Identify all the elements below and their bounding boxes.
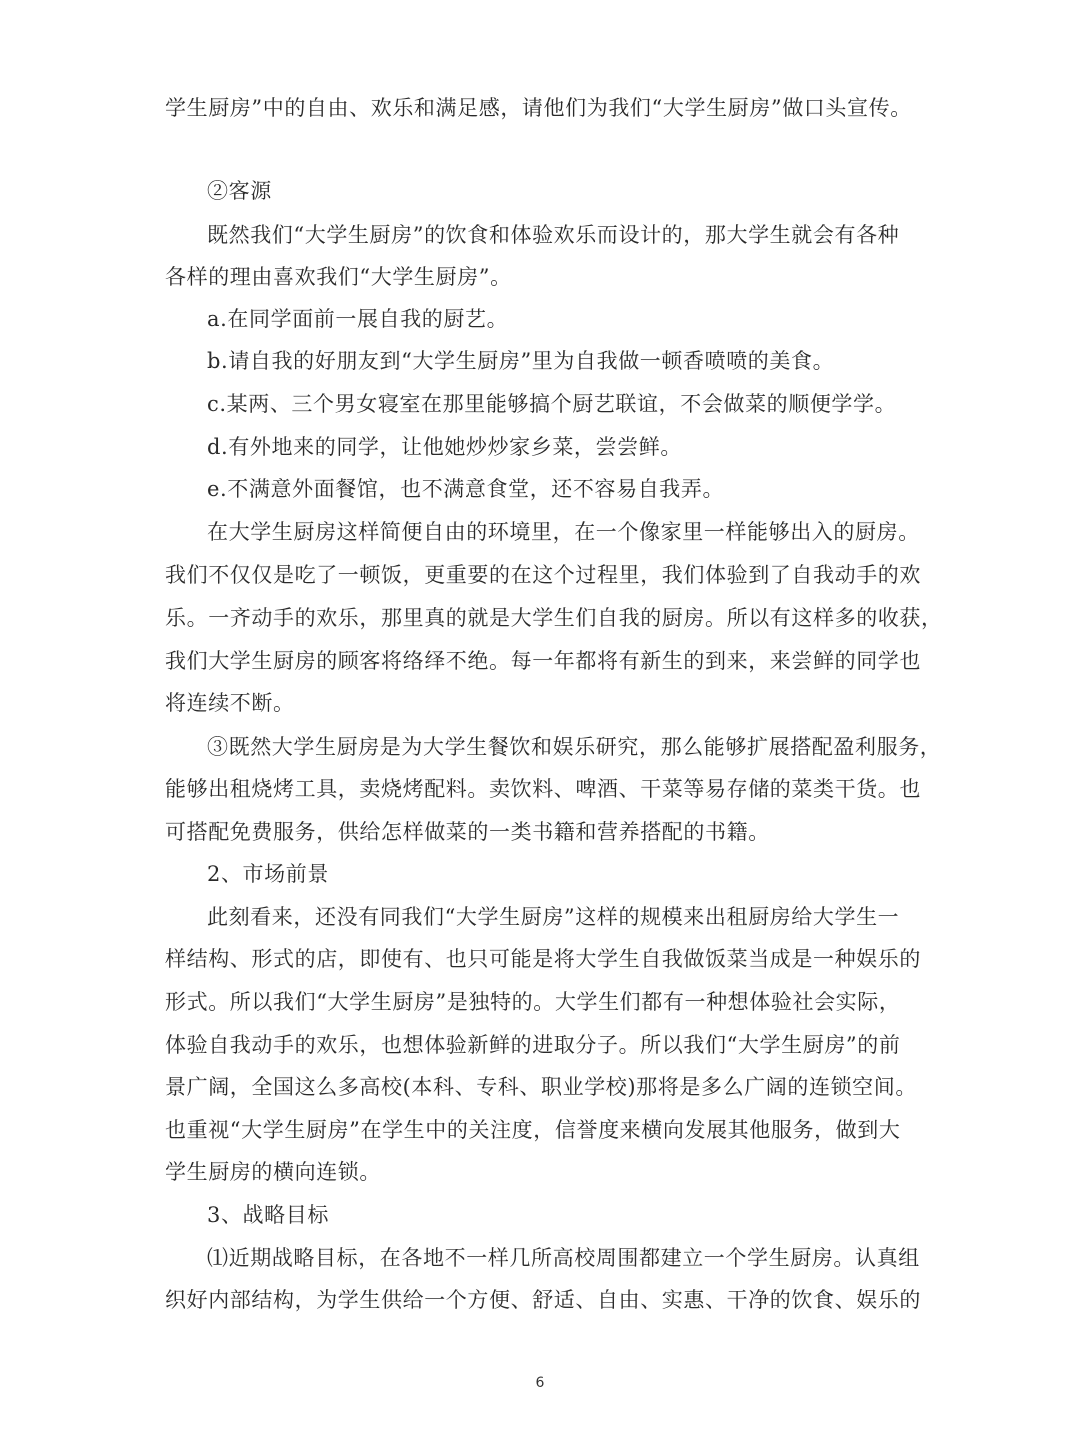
list-item-d: d.有外地来的同学，让他她炒炒家乡菜，尝尝鲜。 (207, 435, 682, 459)
section-heading-customer-source: ②客源 (207, 179, 272, 203)
list-item-c: c.某两、三个男女寝室在那里能够搞个厨艺联谊，不会做菜的顺便学学。 (207, 392, 897, 416)
text-line-4: 各样的理由喜欢我们“大学生厨房”。 (165, 265, 512, 289)
text-line-24: 也重视“大学生厨房”在学生中的关注度，信誉度来横向发展其他服务，做到大 (165, 1118, 901, 1142)
text-line-21: 形式。所以我们“大学生厨房”是独特的。大学生们都有一种想体验社会实际， (165, 990, 901, 1014)
text-line-23: 景广阔，全国这么多高校(本科、专科、职业学校)那将是多么广阔的连锁空间。 (165, 1075, 917, 1099)
list-item-b: b.请自我的好朋友到“大学生厨房”里为自我做一顿香喷喷的美食。 (207, 349, 835, 373)
text-line-25: 学生厨房的横向连锁。 (165, 1160, 381, 1184)
text-line-15: ③既然大学生厨房是为大学生餐饮和娱乐研究，那么能够扩展搭配盈利服务， (207, 735, 942, 759)
text-line-27: ⑴近期战略目标，在各地不一样几所高校周围都建立一个学生厨房。认真组 (207, 1246, 920, 1270)
text-line-3: 既然我们“大学生厨房”的饮食和体验欢乐而设计的，那大学生就会有各种 (207, 223, 900, 247)
text-line-10: 在大学生厨房这样简便自由的环境里，在一个像家里一样能够出入的厨房。 (207, 520, 920, 544)
text-line-20: 样结构、形式的店，即使有、也只可能是将大学生自我做饭菜当成是一种娱乐的 (165, 947, 921, 971)
text-line-11: 我们不仅仅是吃了一顿饭，更重要的在这个过程里，我们体验到了自我动手的欢 (165, 563, 921, 587)
text-line-14: 将连续不断。 (165, 691, 295, 715)
list-item-a: a.在同学面前一展自我的厨艺。 (207, 307, 509, 331)
text-line-22: 体验自我动手的欢乐，也想体验新鲜的进取分子。所以我们“大学生厨房”的前 (165, 1033, 901, 1057)
text-line-1: 学生厨房”中的自由、欢乐和满足感，请他们为我们“大学生厨房”做口头宣传。 (165, 96, 912, 120)
page-number: 6 (535, 1375, 545, 1391)
section-heading-strategic-goals: 3、战略目标 (207, 1203, 329, 1227)
list-item-e: e.不满意外面餐馆，也不满意食堂，还不容易自我弄。 (207, 477, 725, 501)
text-line-16: 能够出租烧烤工具，卖烧烤配料。卖饮料、啤酒、干菜等易存储的菜类干货。也 (165, 777, 921, 801)
text-line-17: 可搭配免费服务，供给怎样做菜的一类书籍和营养搭配的书籍。 (165, 820, 770, 844)
text-line-19: 此刻看来，还没有同我们“大学生厨房”这样的规模来出租厨房给大学生一 (207, 905, 900, 929)
text-line-28: 织好内部结构，为学生供给一个方便、舒适、自由、实惠、干净的饮食、娱乐的 (165, 1288, 921, 1312)
text-line-13: 我们大学生厨房的顾客将络绎不绝。每一年都将有新生的到来，来尝鲜的同学也 (165, 649, 921, 673)
text-line-12: 乐。一齐动手的欢乐，那里真的就是大学生们自我的厨房。所以有这样多的收获， (165, 606, 943, 630)
section-heading-market-outlook: 2、市场前景 (207, 862, 329, 886)
